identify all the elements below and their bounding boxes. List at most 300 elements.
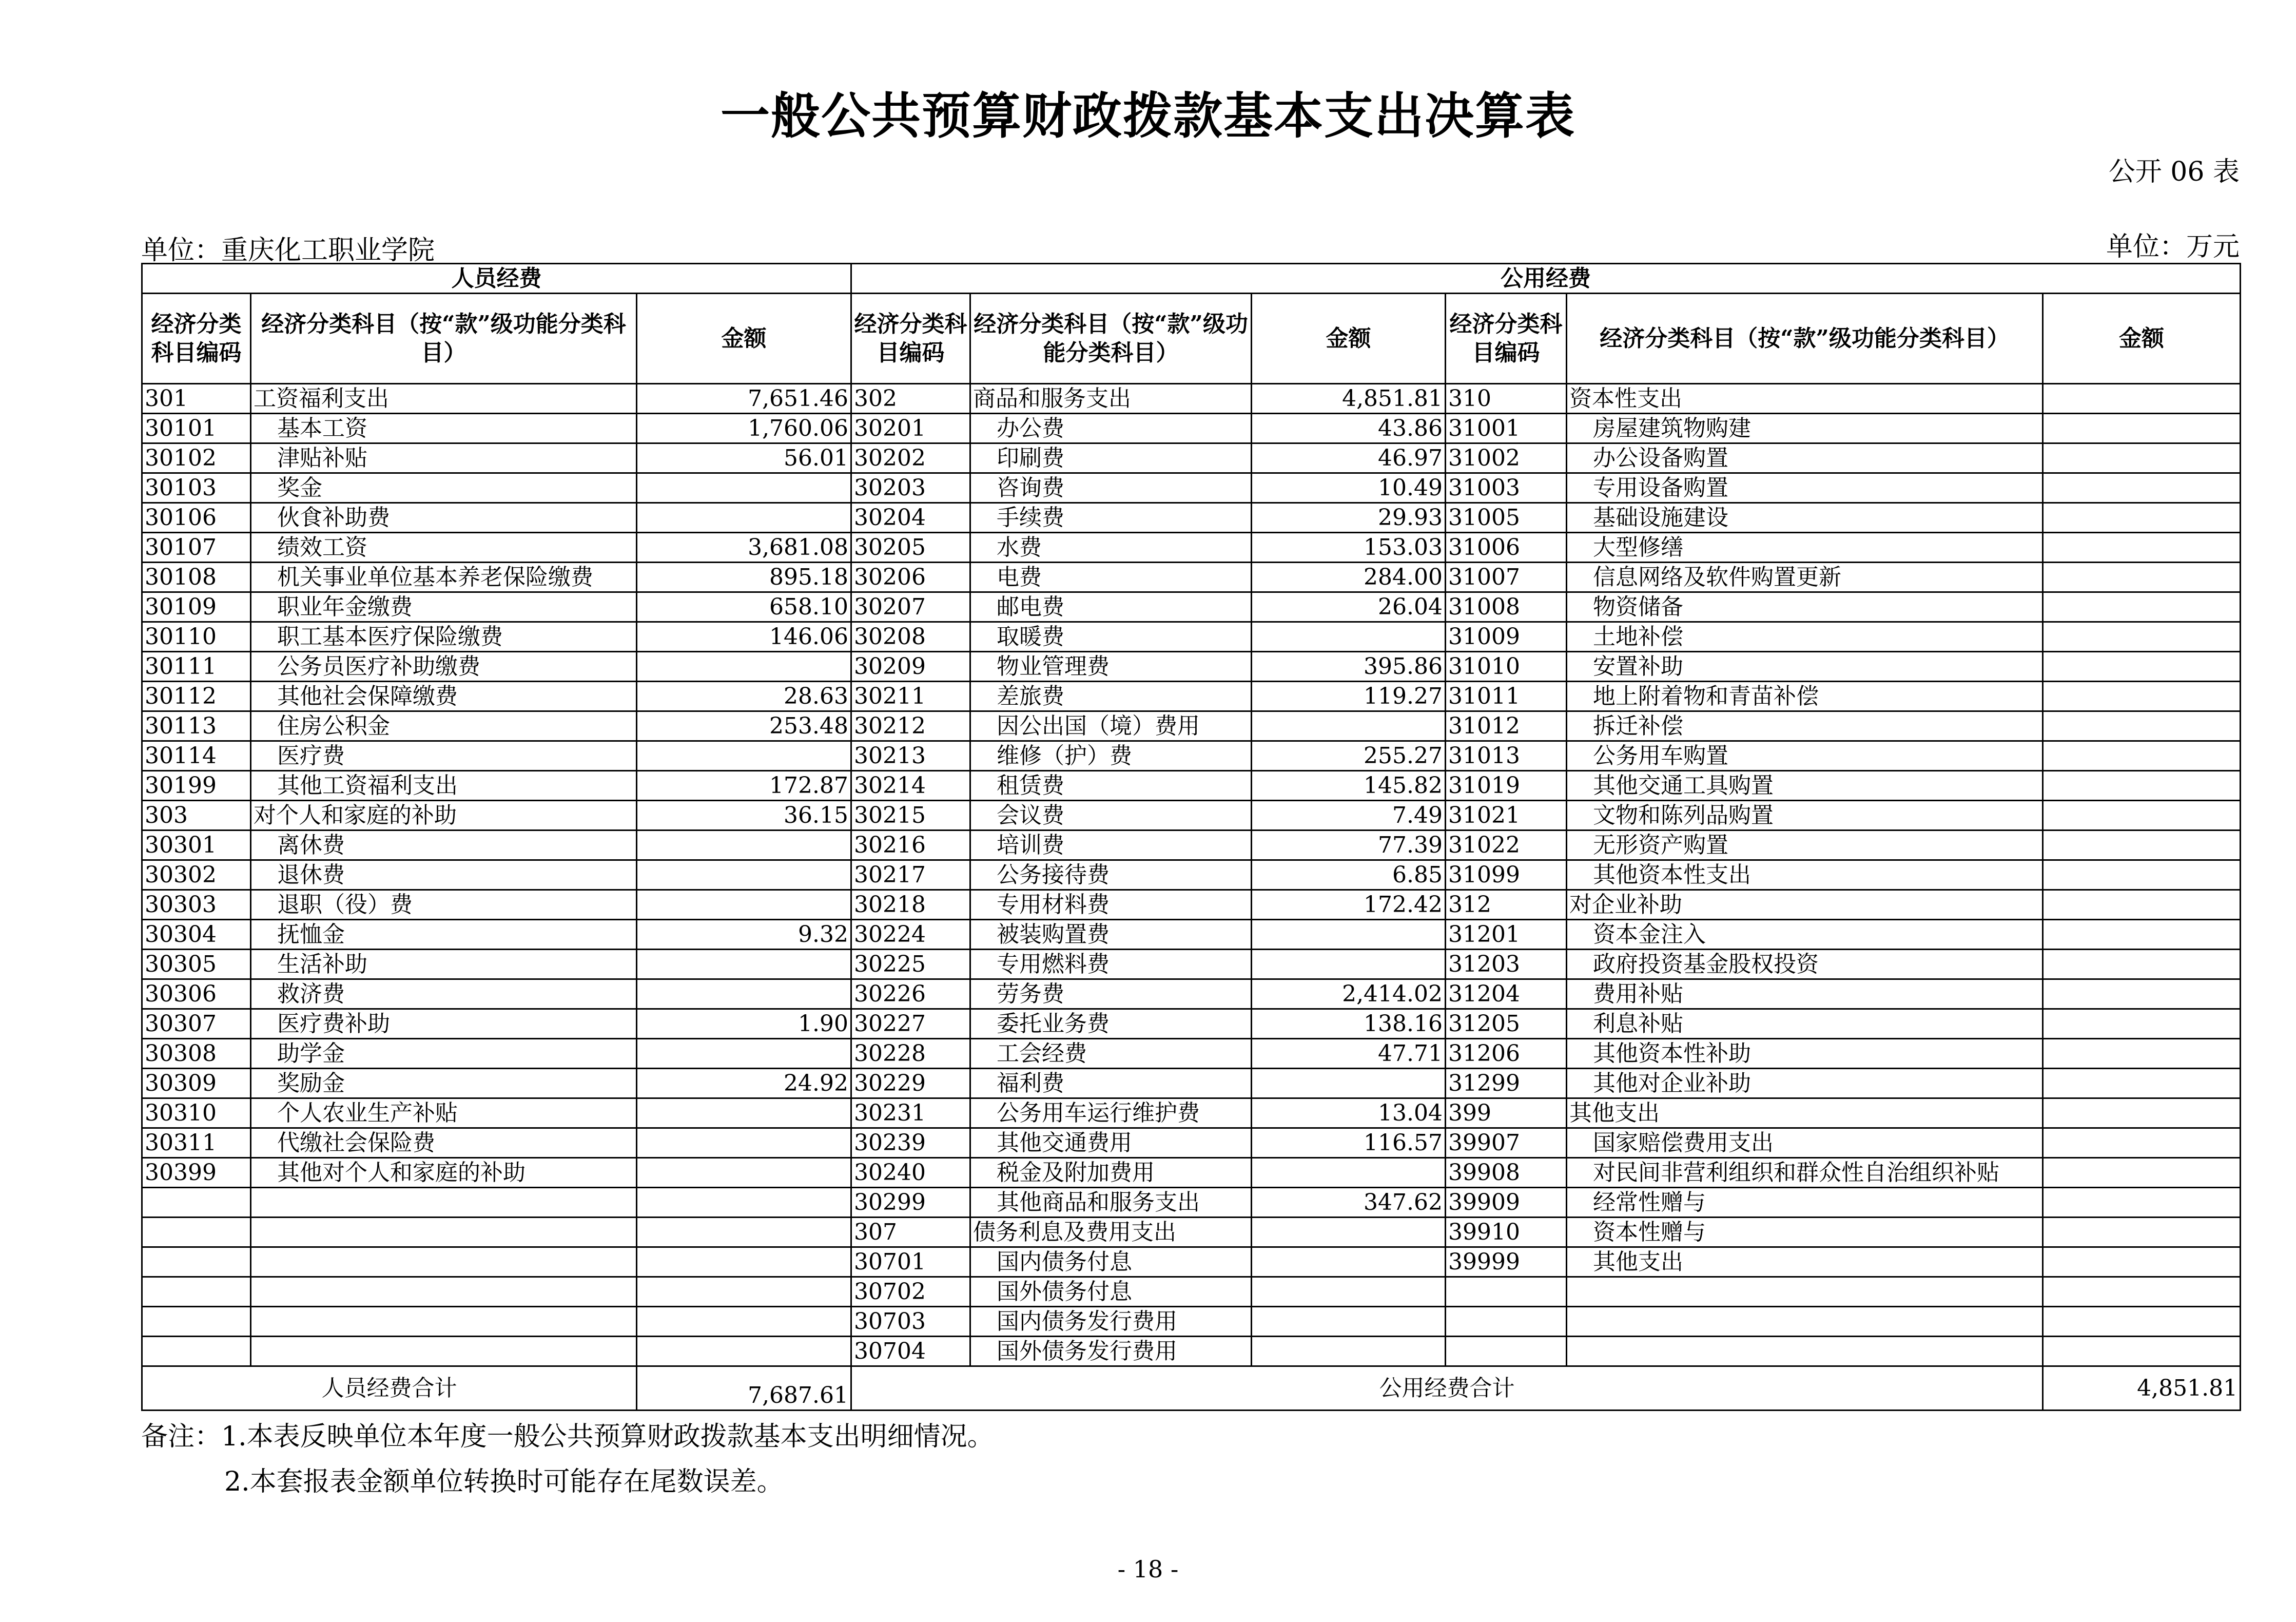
amount-cell (637, 1247, 851, 1277)
code-cell: 31013 (1446, 741, 1567, 771)
header-amount: 金额 (2043, 294, 2241, 384)
amount-cell (2043, 920, 2241, 950)
code-cell: 30113 (142, 711, 251, 741)
amount-cell: 6.85 (1252, 860, 1446, 890)
code-cell: 30304 (142, 920, 251, 950)
code-cell (142, 1247, 251, 1277)
name-cell: 医疗费补助 (251, 1009, 637, 1039)
table-row (142, 831, 2241, 860)
code-cell: 30208 (851, 622, 970, 652)
amount-cell (1252, 1337, 1446, 1366)
name-cell: 安置补助 (1567, 652, 2043, 682)
table-row (142, 652, 2241, 682)
code-cell: 30103 (142, 473, 251, 503)
code-cell: 30702 (851, 1277, 970, 1307)
amount-cell (637, 1098, 851, 1128)
code-cell: 30217 (851, 860, 970, 890)
amount-cell (637, 1277, 851, 1307)
amount-cell (2043, 1188, 2241, 1218)
personnel-total-value: 7,687.61 (637, 1366, 851, 1411)
code-cell: 31203 (1446, 950, 1567, 979)
code-cell: 30203 (851, 473, 970, 503)
amount-cell (637, 950, 851, 979)
name-cell: 其他社会保障缴费 (251, 682, 637, 711)
code-cell: 30703 (851, 1307, 970, 1337)
name-cell: 工会经费 (970, 1039, 1252, 1069)
amount-cell (637, 979, 851, 1009)
currency-unit: 单位：万元 (2106, 231, 2240, 262)
code-cell: 30201 (851, 414, 970, 443)
personnel-total-label: 人员经费合计 (142, 1366, 637, 1411)
name-cell: 代缴社会保险费 (251, 1128, 637, 1158)
amount-cell: 255.27 (1252, 741, 1446, 771)
amount-cell: 9.32 (637, 920, 851, 950)
name-cell: 劳务费 (970, 979, 1252, 1009)
code-cell: 30112 (142, 682, 251, 711)
code-cell: 30229 (851, 1069, 970, 1098)
name-cell: 其他资本性支出 (1567, 860, 2043, 890)
code-cell: 31001 (1446, 414, 1567, 443)
amount-cell: 10.49 (1252, 473, 1446, 503)
table-row (142, 414, 2241, 443)
code-cell: 30311 (142, 1128, 251, 1158)
header-code: 经济分类科目编码 (1446, 294, 1567, 384)
code-cell: 30309 (142, 1069, 251, 1098)
amount-cell (2043, 414, 2241, 443)
amount-cell: 145.82 (1252, 771, 1446, 801)
header-name: 经济分类科目（按“款”级功能分类科目） (251, 294, 637, 384)
code-cell: 30302 (142, 860, 251, 890)
name-cell: 其他工资福利支出 (251, 771, 637, 801)
amount-cell (2043, 1277, 2241, 1307)
table-row (142, 860, 2241, 890)
code-cell: 30305 (142, 950, 251, 979)
name-cell: 被装购置费 (970, 920, 1252, 950)
amount-cell: 116.57 (1252, 1128, 1446, 1158)
code-cell: 30211 (851, 682, 970, 711)
name-cell: 会议费 (970, 801, 1252, 831)
table-row (142, 1009, 2241, 1039)
amount-cell (2043, 1098, 2241, 1128)
code-cell: 303 (142, 801, 251, 831)
table-row (142, 384, 2241, 414)
name-cell: 生活补助 (251, 950, 637, 979)
amount-cell: 43.86 (1252, 414, 1446, 443)
public-total-value: 4,851.81 (2043, 1366, 2241, 1411)
table-row (142, 1188, 2241, 1218)
amount-cell (1252, 1277, 1446, 1307)
amount-cell: 7,651.46 (637, 384, 851, 414)
amount-cell: 46.97 (1252, 443, 1446, 473)
name-cell: 维修（护）费 (970, 741, 1252, 771)
amount-cell: 1.90 (637, 1009, 851, 1039)
code-cell: 39999 (1446, 1247, 1567, 1277)
code-cell: 30240 (851, 1158, 970, 1188)
code-cell (142, 1277, 251, 1307)
table-row (142, 443, 2241, 473)
name-cell: 地上附着物和青苗补偿 (1567, 682, 2043, 711)
amount-cell (2043, 831, 2241, 860)
table-row (142, 890, 2241, 920)
code-cell: 30704 (851, 1337, 970, 1366)
code-cell: 307 (851, 1218, 970, 1247)
amount-cell (2043, 801, 2241, 831)
name-cell: 住房公积金 (251, 711, 637, 741)
code-cell (142, 1307, 251, 1337)
table-row (142, 979, 2241, 1009)
name-cell (1567, 1307, 2043, 1337)
group-header-personnel: 人员经费 (142, 264, 851, 294)
amount-cell (1252, 1247, 1446, 1277)
name-cell: 个人农业生产补贴 (251, 1098, 637, 1128)
amount-cell (2043, 533, 2241, 563)
code-cell: 31012 (1446, 711, 1567, 741)
name-cell: 取暖费 (970, 622, 1252, 652)
code-cell: 31205 (1446, 1009, 1567, 1039)
amount-cell (637, 1188, 851, 1218)
code-cell: 30213 (851, 741, 970, 771)
name-cell: 房屋建筑物购建 (1567, 414, 2043, 443)
code-cell (1446, 1307, 1567, 1337)
code-cell: 30299 (851, 1188, 970, 1218)
amount-cell (2043, 1307, 2241, 1337)
name-cell: 公务员医疗补助缴费 (251, 652, 637, 682)
header-code: 经济分类科目编码 (851, 294, 970, 384)
code-cell: 31206 (1446, 1039, 1567, 1069)
public-total-label: 公用经费合计 (851, 1366, 2043, 1411)
name-cell: 其他支出 (1567, 1247, 2043, 1277)
amount-cell (2043, 622, 2241, 652)
name-cell (251, 1188, 637, 1218)
name-cell: 无形资产购置 (1567, 831, 2043, 860)
amount-cell (2043, 979, 2241, 1009)
code-cell: 30106 (142, 503, 251, 533)
name-cell: 其他交通工具购置 (1567, 771, 2043, 801)
header-name: 经济分类科目（按“款”级功能分类科目） (1567, 294, 2043, 384)
name-cell: 电费 (970, 563, 1252, 592)
code-cell: 30209 (851, 652, 970, 682)
unit-name: 单位：重庆化工职业学院 (141, 235, 435, 266)
code-cell: 30108 (142, 563, 251, 592)
code-cell: 31008 (1446, 592, 1567, 622)
name-cell: 公务接待费 (970, 860, 1252, 890)
name-cell: 租赁费 (970, 771, 1252, 801)
code-cell: 39908 (1446, 1158, 1567, 1188)
name-cell: 其他支出 (1567, 1098, 2043, 1128)
amount-cell: 28.63 (637, 682, 851, 711)
code-cell: 31021 (1446, 801, 1567, 831)
name-cell: 绩效工资 (251, 533, 637, 563)
amount-cell (637, 1128, 851, 1158)
name-cell (251, 1218, 637, 1247)
name-cell: 国内债务付息 (970, 1247, 1252, 1277)
footnote: 2.本套报表金额单位转换时可能存在尾数误差。 (224, 1466, 784, 1497)
amount-cell (637, 890, 851, 920)
header-amount: 金额 (1252, 294, 1446, 384)
code-cell: 30110 (142, 622, 251, 652)
name-cell: 工资福利支出 (251, 384, 637, 414)
name-cell: 手续费 (970, 503, 1252, 533)
amount-cell (1252, 711, 1446, 741)
name-cell: 因公出国（境）费用 (970, 711, 1252, 741)
footnote: 备注：1.本表反映单位本年度一般公共预算财政拨款基本支出明细情况。 (141, 1421, 994, 1452)
code-cell (1446, 1277, 1567, 1307)
amount-cell (2043, 443, 2241, 473)
amount-cell (1252, 622, 1446, 652)
amount-cell: 138.16 (1252, 1009, 1446, 1039)
name-cell: 商品和服务支出 (970, 384, 1252, 414)
code-cell: 31022 (1446, 831, 1567, 860)
code-cell: 31204 (1446, 979, 1567, 1009)
amount-cell (2043, 1158, 2241, 1188)
name-cell: 基础设施建设 (1567, 503, 2043, 533)
code-cell: 30303 (142, 890, 251, 920)
amount-cell: 172.42 (1252, 890, 1446, 920)
table-row (142, 920, 2241, 950)
code-cell: 30111 (142, 652, 251, 682)
amount-cell: 1,760.06 (637, 414, 851, 443)
code-cell: 30224 (851, 920, 970, 950)
name-cell: 土地补偿 (1567, 622, 2043, 652)
code-cell: 30206 (851, 563, 970, 592)
code-cell: 30205 (851, 533, 970, 563)
table-row (142, 1247, 2241, 1277)
code-cell: 31009 (1446, 622, 1567, 652)
name-cell: 大型修缮 (1567, 533, 2043, 563)
name-cell (251, 1337, 637, 1366)
name-cell: 其他资本性补助 (1567, 1039, 2043, 1069)
code-cell: 31003 (1446, 473, 1567, 503)
amount-cell (637, 860, 851, 890)
amount-cell (1252, 920, 1446, 950)
form-number: 公开 06 表 (2108, 157, 2240, 187)
table-row (142, 503, 2241, 533)
name-cell: 委托业务费 (970, 1009, 1252, 1039)
code-cell: 310 (1446, 384, 1567, 414)
name-cell: 税金及附加费用 (970, 1158, 1252, 1188)
expenditure-table (141, 263, 2241, 1411)
name-cell: 退职（役）费 (251, 890, 637, 920)
name-cell: 其他对企业补助 (1567, 1069, 2043, 1098)
table-row (142, 1039, 2241, 1069)
code-cell: 30107 (142, 533, 251, 563)
table-row (142, 1337, 2241, 1366)
code-cell: 301 (142, 384, 251, 414)
code-cell: 30228 (851, 1039, 970, 1069)
amount-cell (2043, 1218, 2241, 1247)
amount-cell (2043, 384, 2241, 414)
amount-cell: 3,681.08 (637, 533, 851, 563)
name-cell: 公务用车运行维护费 (970, 1098, 1252, 1128)
code-cell: 30109 (142, 592, 251, 622)
amount-cell (2043, 890, 2241, 920)
table-row (142, 1069, 2241, 1098)
amount-cell (1252, 950, 1446, 979)
code-cell: 30306 (142, 979, 251, 1009)
code-cell: 39907 (1446, 1128, 1567, 1158)
code-cell: 399 (1446, 1098, 1567, 1128)
amount-cell (1252, 1158, 1446, 1188)
amount-cell (637, 1218, 851, 1247)
name-cell (1567, 1277, 2043, 1307)
table-row (142, 771, 2241, 801)
amount-cell (2043, 860, 2241, 890)
name-cell: 津贴补贴 (251, 443, 637, 473)
table-row (142, 592, 2241, 622)
header-code: 经济分类科目编码 (142, 294, 251, 384)
name-cell: 水费 (970, 533, 1252, 563)
table-row (142, 1128, 2241, 1158)
amount-cell: 36.15 (637, 801, 851, 831)
amount-cell (2043, 1337, 2241, 1366)
name-cell: 差旅费 (970, 682, 1252, 711)
amount-cell: 2,414.02 (1252, 979, 1446, 1009)
amount-cell: 284.00 (1252, 563, 1446, 592)
amount-cell: 4,851.81 (1252, 384, 1446, 414)
amount-cell (1252, 1307, 1446, 1337)
header-amount: 金额 (637, 294, 851, 384)
name-cell: 对民间非营利组织和群众性自治组织补贴 (1567, 1158, 2043, 1188)
amount-cell (2043, 1039, 2241, 1069)
amount-cell (2043, 950, 2241, 979)
amount-cell: 77.39 (1252, 831, 1446, 860)
name-cell: 对个人和家庭的补助 (251, 801, 637, 831)
amount-cell: 24.92 (637, 1069, 851, 1098)
name-cell: 信息网络及软件购置更新 (1567, 563, 2043, 592)
amount-cell (637, 473, 851, 503)
amount-cell (2043, 1247, 2241, 1277)
name-cell: 物资储备 (1567, 592, 2043, 622)
footnotes (141, 1414, 994, 1504)
name-cell: 离休费 (251, 831, 637, 860)
name-cell: 物业管理费 (970, 652, 1252, 682)
code-cell: 30204 (851, 503, 970, 533)
code-cell (1446, 1337, 1567, 1366)
code-cell: 31007 (1446, 563, 1567, 592)
amount-cell: 26.04 (1252, 592, 1446, 622)
code-cell: 30310 (142, 1098, 251, 1128)
amount-cell: 172.87 (637, 771, 851, 801)
group-header-public: 公用经费 (851, 264, 2241, 294)
code-cell: 31299 (1446, 1069, 1567, 1098)
amount-cell (1252, 1069, 1446, 1098)
code-cell: 31201 (1446, 920, 1567, 950)
amount-cell (2043, 741, 2241, 771)
code-cell: 31005 (1446, 503, 1567, 533)
name-cell (1567, 1337, 2043, 1366)
amount-cell (637, 1337, 851, 1366)
name-cell: 伙食补助费 (251, 503, 637, 533)
amount-cell (2043, 711, 2241, 741)
amount-cell (2043, 1009, 2241, 1039)
name-cell: 专用燃料费 (970, 950, 1252, 979)
table-row (142, 622, 2241, 652)
code-cell: 31099 (1446, 860, 1567, 890)
table-row (142, 1307, 2241, 1337)
name-cell: 文物和陈列品购置 (1567, 801, 2043, 831)
amount-cell: 895.18 (637, 563, 851, 592)
code-cell: 30207 (851, 592, 970, 622)
amount-cell: 146.06 (637, 622, 851, 652)
code-cell: 39909 (1446, 1188, 1567, 1218)
name-cell: 邮电费 (970, 592, 1252, 622)
code-cell: 31010 (1446, 652, 1567, 682)
name-cell: 国内债务发行费用 (970, 1307, 1252, 1337)
name-cell: 资本性赠与 (1567, 1218, 2043, 1247)
table-row (142, 1158, 2241, 1188)
amount-cell: 658.10 (637, 592, 851, 622)
amount-cell (637, 503, 851, 533)
amount-cell (2043, 1128, 2241, 1158)
name-cell: 其他对个人和家庭的补助 (251, 1158, 637, 1188)
header-name: 经济分类科目（按“款”级功能分类科目） (970, 294, 1252, 384)
name-cell: 救济费 (251, 979, 637, 1009)
name-cell: 奖金 (251, 473, 637, 503)
name-cell: 奖励金 (251, 1069, 637, 1098)
name-cell: 利息补贴 (1567, 1009, 2043, 1039)
amount-cell (2043, 682, 2241, 711)
table-row (142, 563, 2241, 592)
amount-cell: 395.86 (1252, 652, 1446, 682)
name-cell: 办公设备购置 (1567, 443, 2043, 473)
code-cell: 30215 (851, 801, 970, 831)
name-cell: 印刷费 (970, 443, 1252, 473)
amount-cell (2043, 503, 2241, 533)
name-cell: 专用设备购置 (1567, 473, 2043, 503)
code-cell: 30225 (851, 950, 970, 979)
code-cell: 30216 (851, 831, 970, 860)
name-cell: 经常性赠与 (1567, 1188, 2043, 1218)
amount-cell (637, 741, 851, 771)
code-cell: 302 (851, 384, 970, 414)
code-cell: 30101 (142, 414, 251, 443)
amount-cell: 13.04 (1252, 1098, 1446, 1128)
table-row (142, 533, 2241, 563)
code-cell: 30102 (142, 443, 251, 473)
code-cell: 30226 (851, 979, 970, 1009)
amount-cell: 347.62 (1252, 1188, 1446, 1218)
name-cell: 培训费 (970, 831, 1252, 860)
amount-cell: 47.71 (1252, 1039, 1446, 1069)
name-cell: 拆迁补偿 (1567, 711, 2043, 741)
code-cell: 30239 (851, 1128, 970, 1158)
name-cell: 助学金 (251, 1039, 637, 1069)
name-cell: 专用材料费 (970, 890, 1252, 920)
name-cell: 医疗费 (251, 741, 637, 771)
amount-cell: 29.93 (1252, 503, 1446, 533)
table-row (142, 1098, 2241, 1128)
amount-cell (2043, 652, 2241, 682)
code-cell: 30227 (851, 1009, 970, 1039)
name-cell (251, 1247, 637, 1277)
code-cell: 31002 (1446, 443, 1567, 473)
name-cell: 职业年金缴费 (251, 592, 637, 622)
code-cell: 30212 (851, 711, 970, 741)
code-cell: 30218 (851, 890, 970, 920)
page-number: - 18 - (1117, 1555, 1179, 1583)
code-cell: 312 (1446, 890, 1567, 920)
table-row (142, 1277, 2241, 1307)
table-row (142, 682, 2241, 711)
table-row (142, 711, 2241, 741)
amount-cell (637, 1039, 851, 1069)
amount-cell (1252, 1218, 1446, 1247)
name-cell: 债务利息及费用支出 (970, 1218, 1252, 1247)
name-cell: 其他商品和服务支出 (970, 1188, 1252, 1218)
amount-cell (637, 831, 851, 860)
code-cell: 31019 (1446, 771, 1567, 801)
code-cell (142, 1188, 251, 1218)
